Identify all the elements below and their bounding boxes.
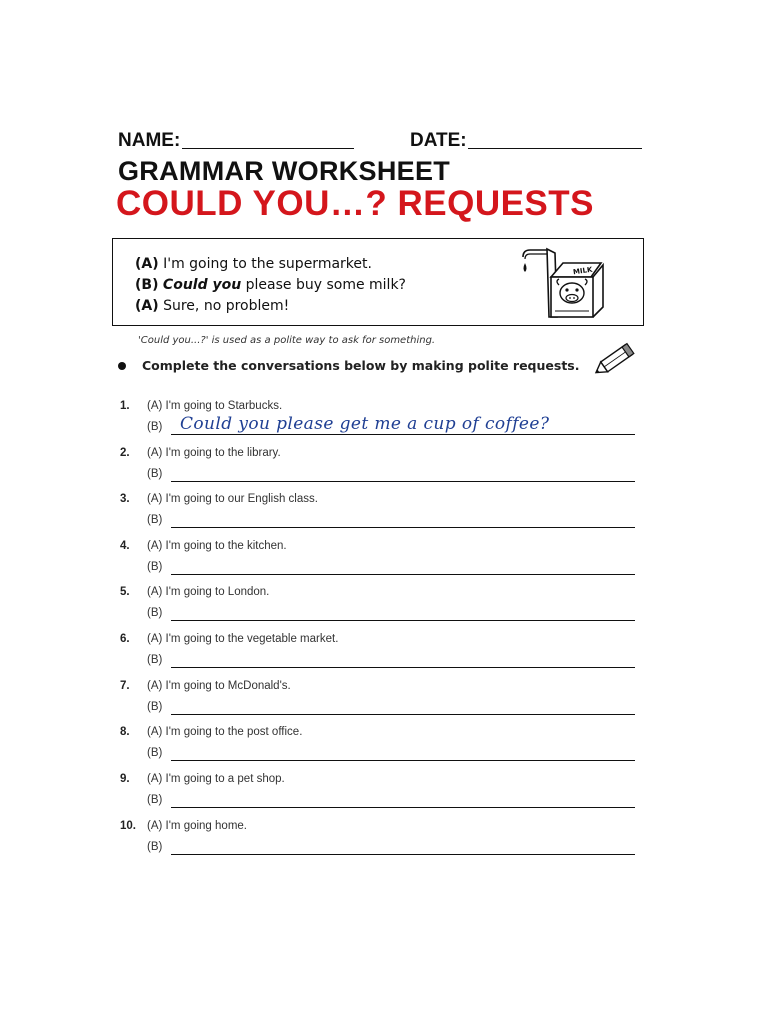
answer-line[interactable] (171, 620, 635, 621)
example-line-1 (135, 256, 372, 272)
exercise-item (118, 400, 638, 440)
response-label: (B) (147, 607, 163, 619)
instruction (118, 358, 580, 373)
response-label: (B) (147, 747, 163, 759)
prompt-text: (A) I'm going home. (147, 820, 247, 832)
worksheet-subtitle: COULD YOU…? REQUESTS (116, 184, 595, 223)
exercise-item (118, 540, 638, 580)
exercise-item (118, 633, 638, 673)
exercise-item (118, 773, 638, 813)
answer-line[interactable] (171, 854, 635, 855)
prompt-text: (A) I'm going to our English class. (147, 493, 318, 505)
date-label: DATE: (410, 130, 467, 151)
answer-line[interactable] (171, 714, 635, 715)
response-label: (B) (147, 841, 163, 853)
answer-line[interactable] (171, 434, 635, 435)
example-text: I'm going to the supermarket. (163, 256, 372, 272)
item-number: 10. (120, 820, 136, 832)
item-number: 6. (120, 633, 130, 645)
answer-line[interactable] (171, 667, 635, 668)
exercise-item (118, 493, 638, 533)
example-emphasis: Could you (162, 277, 242, 293)
prompt-text: (A) I'm going to London. (147, 586, 270, 598)
item-number: 2. (120, 447, 130, 459)
item-number: 9. (120, 773, 130, 785)
exercise-item (118, 680, 638, 720)
prompt-text: (A) I'm going to the library. (147, 447, 281, 459)
response-label: (B) (147, 701, 163, 713)
answer-line[interactable] (171, 760, 635, 761)
exercise-item (118, 820, 638, 860)
speaker-label: (A) (135, 298, 159, 314)
exercise-item (118, 447, 638, 487)
prompt-text: (A) I'm going to the kitchen. (147, 540, 287, 552)
response-label: (B) (147, 561, 163, 573)
speaker-label: (B) (135, 277, 159, 293)
item-number: 4. (120, 540, 130, 552)
item-number: 5. (120, 586, 130, 598)
example-text: Sure, no problem! (163, 298, 290, 314)
answer-line[interactable] (171, 481, 635, 482)
instruction-text: Complete the conversations below by making polite requests. (142, 358, 580, 373)
item-number: 1. (120, 400, 130, 412)
response-label: (B) (147, 468, 163, 480)
prompt-text: (A) I'm going to the post office. (147, 726, 303, 738)
usage-note: 'Could you...?' is used as a polite way to ask for something. (138, 335, 436, 346)
response-label: (B) (147, 654, 163, 666)
worksheet-title: GRAMMAR WORKSHEET (118, 156, 451, 186)
answer-line[interactable] (171, 807, 635, 808)
prompt-text: (A) I'm going to Starbucks. (147, 400, 283, 412)
response-label: (B) (147, 794, 163, 806)
example-line-3 (135, 298, 289, 314)
milk-label: MILK (572, 265, 593, 277)
prompt-text: (A) I'm going to McDonald's. (147, 680, 291, 692)
prompt-text: (A) I'm going to the vegetable market. (147, 633, 339, 645)
item-number: 8. (120, 726, 130, 738)
item-number: 7. (120, 680, 130, 692)
name-field[interactable] (182, 148, 354, 149)
pencil-icon (590, 340, 638, 380)
bullet-icon (118, 362, 126, 370)
worksheet-header (118, 128, 642, 154)
milk-carton-icon (519, 247, 615, 321)
item-number: 3. (120, 493, 130, 505)
exercise-item (118, 586, 638, 626)
response-label: (B) (147, 421, 163, 433)
answer-line[interactable] (171, 574, 635, 575)
response-label: (B) (147, 514, 163, 526)
speaker-label: (A) (135, 256, 159, 272)
handwritten-answer[interactable]: Could you please get me a cup of coffee? (180, 414, 550, 434)
exercise-item (118, 726, 638, 766)
answer-line[interactable] (171, 527, 635, 528)
name-label: NAME: (118, 130, 181, 151)
example-line-2 (135, 277, 406, 293)
example-box (112, 238, 644, 326)
prompt-text: (A) I'm going to a pet shop. (147, 773, 285, 785)
example-text: please buy some milk? (245, 277, 406, 293)
date-field[interactable] (468, 148, 642, 149)
